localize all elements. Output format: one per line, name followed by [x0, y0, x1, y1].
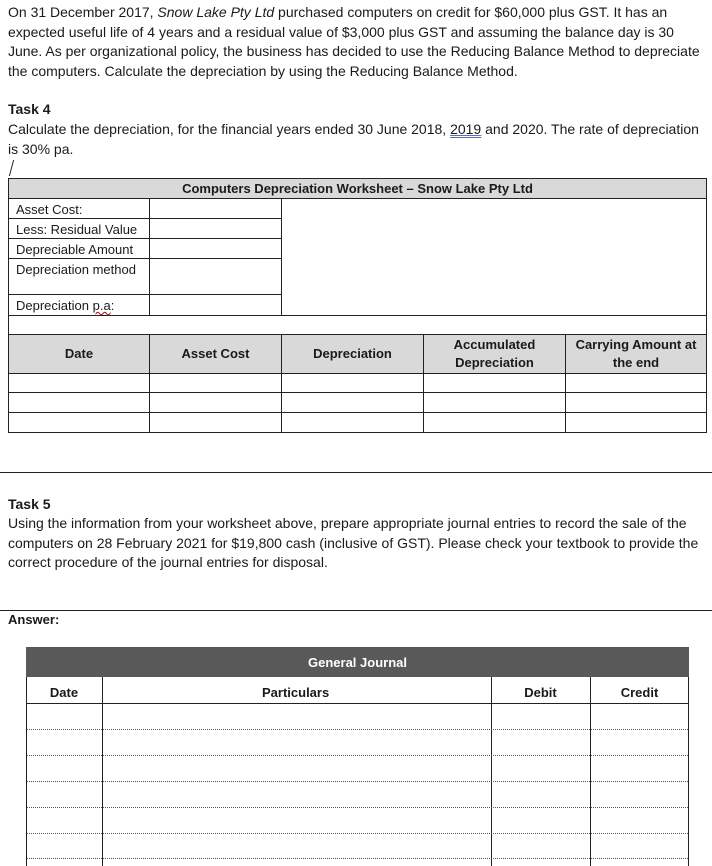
- col-header-accumulated-depreciation: Accumulated Depreciation: [423, 334, 566, 374]
- task5-text: Using the information from your worksheet above, prepare appropriate journal entries to record the sale of the computers on 28 February 2021 for $19,800 cash (inclusive of GST). Please check your textbook to provide the correct procedure of the journal entries for disposal.: [8, 515, 699, 570]
- task4-text: [8, 120, 708, 159]
- task4-text-b: and 2020. The rate of depreciation is 30% pa.: [8, 121, 699, 157]
- journal-col-divider-1: [102, 677, 103, 866]
- worksheet-cell[interactable]: [565, 412, 707, 433]
- section-divider: [0, 472, 712, 473]
- answer-label: Answer:: [8, 612, 60, 627]
- col-header-asset-cost: Asset Cost: [149, 334, 282, 374]
- worksheet-cell[interactable]: [565, 392, 707, 413]
- journal-col-divider-2: [491, 677, 492, 866]
- journal-entry-line[interactable]: [27, 807, 688, 808]
- depreciation-rate-pa: p.a: [92, 298, 111, 313]
- col-header-carrying-amount: Carrying Amount at the end: [565, 334, 707, 374]
- worksheet-cell[interactable]: [8, 392, 150, 413]
- worksheet-title: [8, 178, 707, 199]
- answer-divider: [0, 610, 712, 611]
- depreciable-amount-value[interactable]: [149, 238, 282, 259]
- depreciation-method-value[interactable]: [149, 258, 282, 295]
- worksheet-cell[interactable]: [281, 392, 424, 413]
- worksheet-cell[interactable]: [149, 373, 282, 393]
- residual-value-value[interactable]: [149, 218, 282, 239]
- worksheet-cell[interactable]: [565, 373, 707, 393]
- residual-value-label: Less: Residual Value: [8, 218, 150, 239]
- worksheet-cell[interactable]: [281, 373, 424, 393]
- text-cursor-icon: [9, 160, 14, 176]
- journal-entry-line[interactable]: [27, 833, 688, 834]
- general-journal-title: [26, 647, 689, 677]
- journal-col-debit: Debit: [524, 685, 557, 700]
- worksheet-cell[interactable]: [8, 412, 150, 433]
- intro-text-start: On 31 December 2017,: [8, 4, 158, 20]
- journal-entry-line[interactable]: [27, 781, 688, 782]
- general-journal-title-text: General Journal: [308, 654, 407, 670]
- depreciation-rate-value[interactable]: [149, 294, 282, 316]
- depreciation-rate-prefix: Depreciation: [16, 298, 93, 313]
- task5-title: Task 5: [8, 496, 51, 512]
- depreciation-rate-label: [8, 294, 150, 316]
- worksheet-cell[interactable]: [149, 412, 282, 433]
- task4-text-a: Calculate the depreciation, for the financial years ended 30 June 2018,: [8, 121, 451, 137]
- col-header-date: Date: [8, 334, 150, 374]
- worksheet-cell[interactable]: [423, 412, 566, 433]
- intro-paragraph: [8, 3, 708, 81]
- worksheet-cell[interactable]: [149, 392, 282, 413]
- worksheet-cell[interactable]: [8, 373, 150, 393]
- journal-entry-line[interactable]: [27, 858, 688, 859]
- depreciation-method-label: Depreciation method: [8, 258, 150, 295]
- task4-title: Task 4: [8, 101, 51, 117]
- asset-cost-value[interactable]: [149, 198, 282, 219]
- asset-cost-label: Asset Cost:: [8, 198, 150, 219]
- company-name: Snow Lake Pty Ltd: [157, 4, 275, 20]
- worksheet-spacer-row: [8, 315, 707, 335]
- intro-text-rest: purchased computers on credit for $60,000 plus GST. It has an expected useful life of 4 years and a residual value of $3,000 plus GST and assuming the balance day is 30 June. As per organizational policy, the business has decided to use the Reducing Balance Method to depreciate the computers. Calculate the depreciation by using the Reducing Balance Method.: [8, 4, 700, 79]
- worksheet-cell[interactable]: [423, 392, 566, 413]
- worksheet-cell[interactable]: [281, 412, 424, 433]
- col-header-depreciation: Depreciation: [281, 334, 424, 374]
- worksheet-title-text: Computers Depreciation Worksheet – Snow Lake Pty Ltd: [182, 180, 533, 196]
- journal-col-date: Date: [49, 685, 79, 700]
- journal-col-divider-3: [590, 677, 591, 866]
- journal-col-credit: Credit: [620, 685, 659, 700]
- depreciable-amount-label: Depreciable Amount: [8, 238, 150, 259]
- worksheet-cell[interactable]: [423, 373, 566, 393]
- journal-entry-line[interactable]: [27, 729, 688, 730]
- journal-entry-line[interactable]: [27, 755, 688, 756]
- journal-col-particulars: Particulars: [262, 685, 330, 700]
- task4-year: 2019: [450, 121, 482, 137]
- depreciation-rate-suffix: :: [110, 298, 115, 313]
